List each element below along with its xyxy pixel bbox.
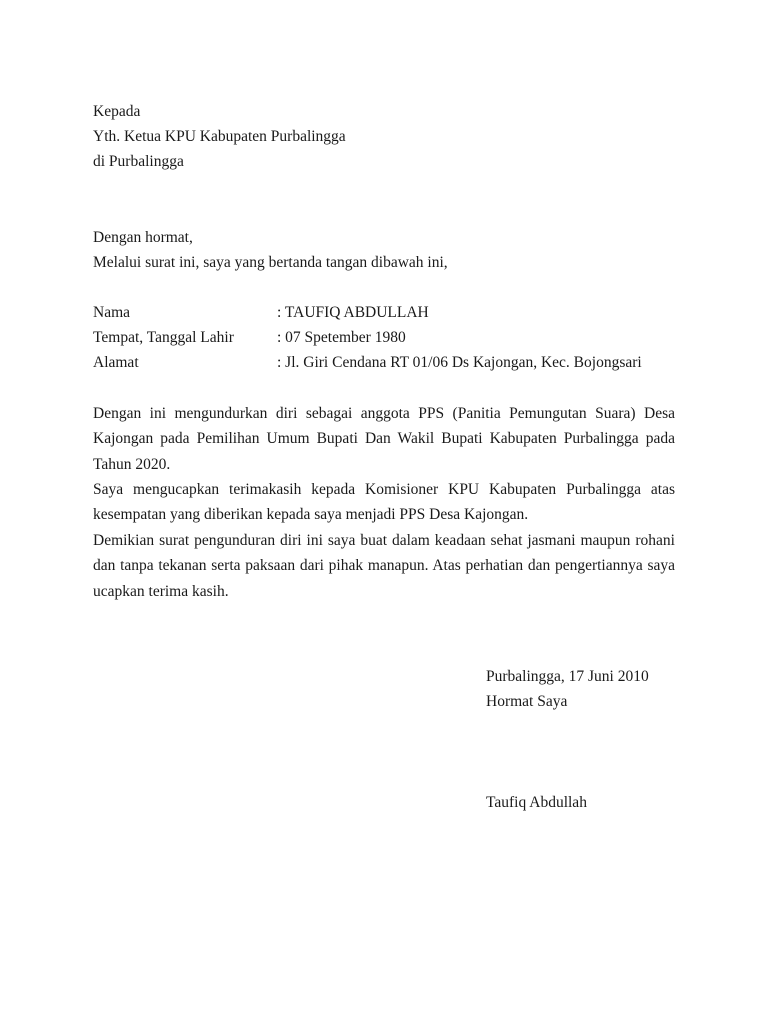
body-paragraph-resignation: Dengan ini mengundurkan diri sebagai anggota PPS (Panitia Pemungutan Suara) Desa Kajongan pada Pemilihan Umum Bupati Dan Wakil Bupati Kabupaten Purbalingga pada Tahun 2020. xyxy=(93,405,675,473)
body-paragraph-closing: Demikian surat pengunduran diri ini saya buat dalam keadaan sehat jasmani maupun rohani dan tanpa tekanan serta paksaan dari pihak manapun. Atas perhatian dan pengertiannya saya ucapkan terima kasih. xyxy=(93,532,675,600)
intro-sentence: Melalui surat ini, saya yang bertanda tangan dibawah ini, xyxy=(93,254,448,271)
identity-label: Nama xyxy=(93,304,131,321)
salutation: Dengan hormat, xyxy=(93,229,193,246)
identity-label: Alamat xyxy=(93,354,139,371)
place-date: Purbalingga, 17 Juni 2010 xyxy=(486,668,649,685)
signer-name: Taufiq Abdullah xyxy=(486,794,587,811)
closing-regards: Hormat Saya xyxy=(486,693,568,710)
body-paragraph-thanks: Saya mengucapkan terimakasih kepada Komisioner KPU Kabupaten Purbalingga atas kesempatan yang diberikan kepada saya menjadi PPS Desa Kajongan. xyxy=(93,481,675,524)
recipient-kepada: Kepada xyxy=(93,103,141,120)
identity-value: : Jl. Giri Cendana RT 01/06 Ds Kajongan, Kec. Bojongsari xyxy=(277,354,642,371)
identity-value: : TAUFIQ ABDULLAH xyxy=(277,304,429,321)
recipient-location: di Purbalingga xyxy=(93,153,184,170)
recipient-title: Yth. Ketua KPU Kabupaten Purbalingga xyxy=(93,128,346,145)
identity-value: : 07 Spetember 1980 xyxy=(277,329,406,346)
identity-label: Tempat, Tanggal Lahir xyxy=(93,329,234,346)
